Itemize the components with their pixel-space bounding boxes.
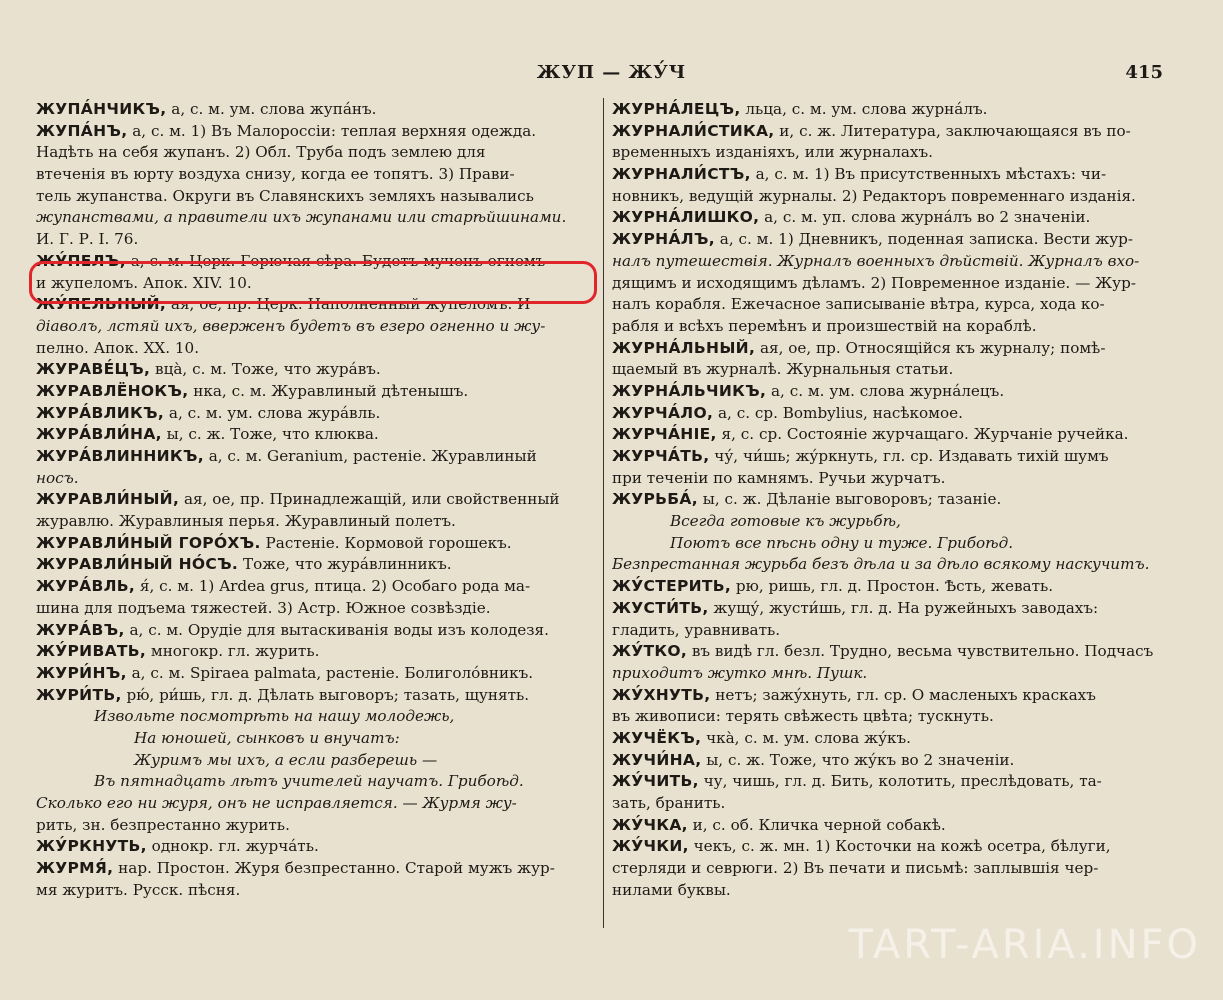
- entry-line: [36, 771, 596, 793]
- entry-text: жущу́, жусти́шь, гл. д. На ружейныхъ заводахъ:: [708, 598, 1099, 617]
- entry-text: чекъ, с. ж. мн. 1) Косточки на кожѣ осетра, бѣлуги,: [688, 837, 1111, 856]
- entry-line: [612, 771, 1180, 793]
- headword: ЖУРНА́ЛЪ,: [612, 230, 715, 249]
- entry-text: Всегда готовые къ журьбѣ,: [670, 512, 901, 531]
- entry-line: [36, 359, 596, 381]
- entry-line: [612, 641, 1180, 663]
- entry-text: а, с. м. уп. слова журна́лъ во 2 значеніи.: [759, 208, 1091, 227]
- entry-text: рить, зн. безпрестанно журить.: [36, 815, 290, 834]
- entry-text: мя журитъ. Русск. пѣсня.: [36, 880, 241, 899]
- entry-line: [36, 750, 596, 772]
- entry-line: [36, 858, 596, 880]
- entry-line: [36, 576, 596, 598]
- entry-line: [36, 641, 596, 663]
- entry-line: [612, 685, 1180, 707]
- entry-text: діаволъ, лстяй ихъ, вверженъ будетъ въ езеро огненно и жу-: [36, 316, 546, 335]
- entry-text: новникъ, ведущій журналы. 2) Редакторъ повременнаго изданія.: [612, 186, 1136, 205]
- entry-text: а, с. м. Geranium, растеніе. Журавлиный: [203, 447, 537, 465]
- entry-line: [36, 598, 596, 620]
- entry-text: втеченія въ юрту воздуха снизу, когда ее топятъ. 3) Прави-: [36, 165, 515, 184]
- entry-line: [36, 880, 596, 902]
- left-column: [36, 99, 596, 939]
- entry-text: дящимъ и исходящимъ дѣламъ. 2) Повременное изданіе. — Жур-: [612, 273, 1136, 292]
- entry-text: налъ путешествія. Журналъ военныхъ дѣйствій. Журналъ вхо-: [612, 251, 1140, 270]
- entry-text: носъ.: [36, 468, 79, 487]
- entry-text: вца̀, с. м. Тоже, что жура́въ.: [150, 360, 381, 379]
- entry-text: шина для подъема тяжестей. 3) Астр. Южное созвѣздіе.: [36, 598, 491, 617]
- headword: ЖУ́ЧИТЬ,: [612, 772, 699, 791]
- headword: ЖУПА́НЪ,: [36, 121, 128, 140]
- entry-line: [612, 294, 1180, 316]
- entry-line: [612, 836, 1180, 858]
- entry-text: пелно. Апок. XX. 10.: [36, 338, 200, 357]
- entry-text: Поютъ все пѣснь одну и туже. Грибоѣд.: [670, 533, 1014, 552]
- entry-line: [612, 273, 1180, 295]
- entry-text: въ видѣ гл. безл. Трудно, весьма чувствительно. Подчасъ: [687, 642, 1154, 661]
- entry-line: [36, 836, 596, 858]
- entry-text: зать, бранить.: [612, 794, 726, 812]
- entry-text: Надѣть на себя жупанъ. 2) Обл. Труба подъ землею для: [36, 143, 486, 162]
- entry-text: а, с. м. Орудіе для вытаскиванія воды изъ колодезя.: [124, 620, 549, 639]
- headword: ЖУ́ХНУТЬ,: [612, 685, 711, 704]
- entry-line: [36, 685, 596, 707]
- entry-line: [36, 186, 596, 208]
- entry-line: [612, 815, 1180, 837]
- entry-line: [612, 554, 1180, 576]
- entry-text: Безпрестанная журьба безъ дѣла и за дѣло всякому наскучитъ.: [612, 555, 1150, 574]
- entry-text: нилами буквы.: [612, 880, 731, 899]
- entry-text: жупанствами, а правители ихъ жупанами или старѣйшинами.: [36, 208, 567, 227]
- entry-line: [612, 424, 1180, 446]
- entry-text: рю, ришь, гл. д. Простон. Ѣсть, жевать.: [731, 577, 1054, 596]
- entry-line: [36, 511, 596, 533]
- headword: ЖУРА́ВЛИКЪ,: [36, 403, 165, 422]
- entry-line: [612, 620, 1180, 642]
- entry-text: чу, чишь, гл. д. Бить, колотить, преслѣдовать, та-: [698, 772, 1102, 791]
- entry-text: въ живописи: терять свѣжесть цвѣта; тускнуть.: [612, 707, 994, 726]
- running-head: [0, 62, 1223, 90]
- entry-text: я́, с. м. 1) Ardea grus, птица. 2) Особаго рода ма-: [135, 577, 531, 596]
- right-column: [612, 99, 1180, 939]
- entry-line: [36, 338, 596, 360]
- entry-line: [612, 706, 1180, 728]
- headword: ЖУ́ПЕЛЬНЫЙ,: [36, 295, 167, 314]
- entry-text: а, с. м. ум. слова жупа́нъ.: [166, 100, 377, 118]
- entry-line: [612, 403, 1180, 425]
- headword: ЖУРНАЛИ́СТЪ,: [612, 165, 751, 184]
- entry-line: [612, 663, 1180, 685]
- entry-line: [612, 880, 1180, 902]
- entry-line: [612, 164, 1180, 186]
- entry-text: а, с. м. 1) Въ Малороссіи: теплая верхняя одежда.: [127, 121, 537, 140]
- headword: ЖУЧИ́НА,: [612, 750, 702, 769]
- entry-line: [612, 793, 1180, 815]
- entry-text: ы, с. ж. Тоже, что жу́къ во 2 значеніи.: [701, 750, 1015, 769]
- headword: ЖУ́ПЕЛЪ,: [36, 251, 126, 270]
- entry-line: [36, 99, 596, 121]
- entry-line: [612, 381, 1180, 403]
- entry-text: чка̀, с. м. ум. слова жу́къ.: [701, 728, 911, 747]
- entry-line: [36, 229, 596, 251]
- entry-line: [36, 489, 596, 511]
- entry-line: [612, 121, 1180, 143]
- entry-line: [612, 338, 1180, 360]
- entry-line: [36, 706, 596, 728]
- entry-line: [36, 316, 596, 338]
- entry-text: а, с. м. Spiraea palmata, растеніе. Болиголо́вникъ.: [126, 663, 534, 682]
- entry-line: [36, 207, 596, 229]
- entry-line: [36, 620, 596, 642]
- entry-text: льца, с. м. ум. слова журна́лъ.: [740, 100, 988, 118]
- headword: ЖУРЧА́ЛО,: [612, 403, 714, 422]
- headword: ЖУ́ЧКА,: [612, 815, 688, 834]
- entry-line: [36, 403, 596, 425]
- headword: ЖУРМЯ́,: [36, 859, 114, 878]
- entry-line: [612, 229, 1180, 251]
- entry-text: нетъ; зажу́хнуть, гл. ср. О масленыхъ краскахъ: [710, 685, 1096, 704]
- entry-line: [36, 446, 596, 468]
- entry-line: [36, 815, 596, 837]
- headword: ЖУСТИ́ТЬ,: [612, 598, 709, 617]
- entry-line: [612, 598, 1180, 620]
- entry-text: приходитъ жутко мнѣ. Пушк.: [612, 663, 868, 682]
- headword: ЖУРАВЕ́ЦЪ,: [36, 360, 151, 379]
- entry-text: и, с. ж. Литература, заключающаяся въ по-: [774, 121, 1131, 140]
- watermark: TART-ARIA.INFO: [848, 922, 1201, 968]
- headword: ЖУРНА́ЛИШКО,: [612, 208, 760, 227]
- entry-text: а, с. м. 1) Дневникъ, поденная записка. Вести жур-: [714, 230, 1134, 249]
- headword: ЖУРИ́НЪ,: [36, 663, 127, 682]
- entry-line: [36, 121, 596, 143]
- entry-text: ая, ое, пр. Принадлежащій, или свойственный: [179, 490, 560, 509]
- entry-text: а, с. м. ум. слова журна́лецъ.: [766, 381, 1005, 400]
- entry-text: и жупеломъ. Апок. XIV. 10.: [36, 273, 252, 292]
- headword: ЖУРИ́ТЬ,: [36, 685, 122, 704]
- entry-line: [612, 468, 1180, 490]
- headword: ЖУ́РИВАТЬ,: [36, 642, 147, 661]
- entry-line: [612, 251, 1180, 273]
- entry-text: при теченіи по камнямъ. Ручьи журчатъ.: [612, 468, 946, 487]
- entry-text: щаемый въ журналѣ. Журнальныя статьи.: [612, 360, 954, 379]
- entry-text: стерляди и севрюги. 2) Въ печати и письмѣ: заплывшія чер-: [612, 859, 1099, 878]
- entry-text: и, с. об. Кличка черной собакѣ.: [687, 815, 946, 834]
- entry-line: [36, 468, 596, 490]
- entry-line: [36, 663, 596, 685]
- headword: ЖУРНА́ЛЕЦЪ,: [612, 100, 741, 118]
- page-number: 415: [1125, 62, 1163, 83]
- entry-text: чу́, чи́шь; жу́ркнуть, гл. ср. Издавать тихій шумъ: [709, 447, 1109, 465]
- entry-text: временныхъ изданіяхъ, или журналахъ.: [612, 143, 933, 162]
- entry-text: И. Г. Р. I. 76.: [36, 230, 139, 249]
- headword: ЖУ́РКНУТЬ,: [36, 837, 147, 856]
- entry-line: [36, 381, 596, 403]
- highlight-box-zhupel: [29, 261, 597, 304]
- entry-text: журавлю. Журавлиныя перья. Журавлиный полетъ.: [36, 512, 456, 531]
- headword: ЖУ́ТКО,: [612, 642, 688, 661]
- headword: ЖУРАВЛИ́НЫЙ ГОРО́ХЪ.: [36, 533, 261, 552]
- headword: ЖУРНАЛИ́СТИКА,: [612, 121, 775, 140]
- running-head-title: ЖУП — ЖУ́Ч: [536, 62, 687, 83]
- headword: ЖУРАВЛЁНОКЪ,: [36, 381, 189, 400]
- entry-text: многокр. гл. журить.: [146, 642, 320, 661]
- headword: ЖУРА́ВЛИННИКЪ,: [36, 447, 204, 465]
- entry-line: [36, 554, 596, 576]
- entry-text: рю́, ри́шь, гл. д. Дѣлать выговоръ; тазать, щунять.: [121, 685, 530, 704]
- entry-line: [612, 207, 1180, 229]
- entry-text: нар. Простон. Журя безпрестанно. Старой мужъ жур-: [113, 859, 555, 878]
- headword: ЖУРА́ВЛЬ,: [36, 577, 136, 596]
- entry-line: [612, 750, 1180, 772]
- entry-line: [612, 186, 1180, 208]
- entry-line: [36, 728, 596, 750]
- entry-text: однокр. гл. журча́ть.: [146, 837, 319, 856]
- entry-text: нка, с. м. Журавлиный дѣтенышъ.: [188, 381, 469, 400]
- entry-line: [612, 316, 1180, 338]
- headword: ЖУРЧА́НІЕ,: [612, 425, 717, 444]
- entry-text: ая, ое, пр. Церк. Наполненный жупеломъ. И: [166, 295, 531, 314]
- headword: ЖУРАВЛИ́НЫЙ НО́СЪ.: [36, 555, 239, 574]
- entry-text: Извольте посмотрѣть на нашу молодежь,: [94, 707, 455, 726]
- headword: ЖУРЧА́ТЬ,: [612, 447, 710, 465]
- entry-line: [612, 858, 1180, 880]
- entry-text: а, с. ср. Bombylius, насѣкомое.: [713, 403, 963, 422]
- entry-line: [612, 576, 1180, 598]
- entry-text: а, с. м. 1) Въ присутственныхъ мѣстахъ: чи-: [750, 165, 1107, 184]
- entry-text: а, с. м. ум. слова жура́вль.: [164, 403, 381, 422]
- entry-text: Тоже, что жура́влинникъ.: [238, 555, 452, 574]
- entry-text: рабля и всѣхъ перемѣнъ и произшествій на кораблѣ.: [612, 316, 1037, 335]
- entry-text: Сколько его ни журя, онъ не исправляется. — Журмя жу-: [36, 794, 517, 812]
- entry-text: налъ корабля. Ежечасное записываніе вѣтра, курса, хода ко-: [612, 295, 1105, 314]
- entry-text: я, с. ср. Состояніе журчащаго. Журчаніе ручейка.: [716, 425, 1129, 444]
- entry-line: [612, 533, 1180, 555]
- headword: ЖУРНА́ЛЬНЫЙ,: [612, 338, 756, 357]
- entry-line: [612, 359, 1180, 381]
- entry-line: [36, 164, 596, 186]
- entry-line: [36, 424, 596, 446]
- entry-line: [612, 511, 1180, 533]
- headword: ЖУРА́ВЛИ́НА,: [36, 425, 162, 444]
- headword: ЖУЧЁКЪ,: [612, 728, 702, 747]
- entry-line: [612, 142, 1180, 164]
- entry-line: [36, 533, 596, 555]
- entry-text: тель жупанства. Округи въ Славянскихъ земляхъ назывались: [36, 186, 534, 205]
- headword: ЖУРА́ВЪ,: [36, 620, 125, 639]
- entry-text: Въ пятнадцать лѣтъ учителей научатъ. Грибоѣд.: [94, 772, 524, 791]
- headword: ЖУ́ЧКИ,: [612, 837, 689, 856]
- headword: ЖУРАВЛИ́НЫЙ,: [36, 490, 180, 509]
- headword: ЖУ́СТЕРИТЬ,: [612, 577, 732, 596]
- entry-line: [36, 793, 596, 815]
- entry-line: [612, 489, 1180, 511]
- entry-text: Журимъ мы ихъ, а если разберешь —: [134, 750, 438, 769]
- headword: ЖУПА́НЧИКЪ,: [36, 100, 167, 118]
- entry-text: ы, с. ж. Дѣланіе выговоровъ; тазаніе.: [697, 490, 1002, 509]
- entry-text: а, с. м. Церк. Горючая сѣра. Будетъ мученъ огнемъ: [125, 251, 546, 270]
- entry-text: ы, с. ж. Тоже, что клюква.: [161, 425, 379, 444]
- headword: ЖУРЬБА́,: [612, 490, 698, 509]
- entry-text: ая, ое, пр. Относящійся къ журналу; помѣ-: [755, 338, 1106, 357]
- entry-line: [36, 142, 596, 164]
- entry-text: Растеніе. Кормовой горошекъ.: [260, 533, 512, 552]
- column-divider: [603, 98, 604, 928]
- entry-line: [612, 728, 1180, 750]
- headword: ЖУРНА́ЛЬЧИКЪ,: [612, 381, 767, 400]
- entry-line: [612, 446, 1180, 468]
- entry-text: На юношей, сынковъ и внучатъ:: [134, 728, 400, 747]
- entry-text: гладить, уравнивать.: [612, 620, 781, 639]
- entry-line: [612, 99, 1180, 121]
